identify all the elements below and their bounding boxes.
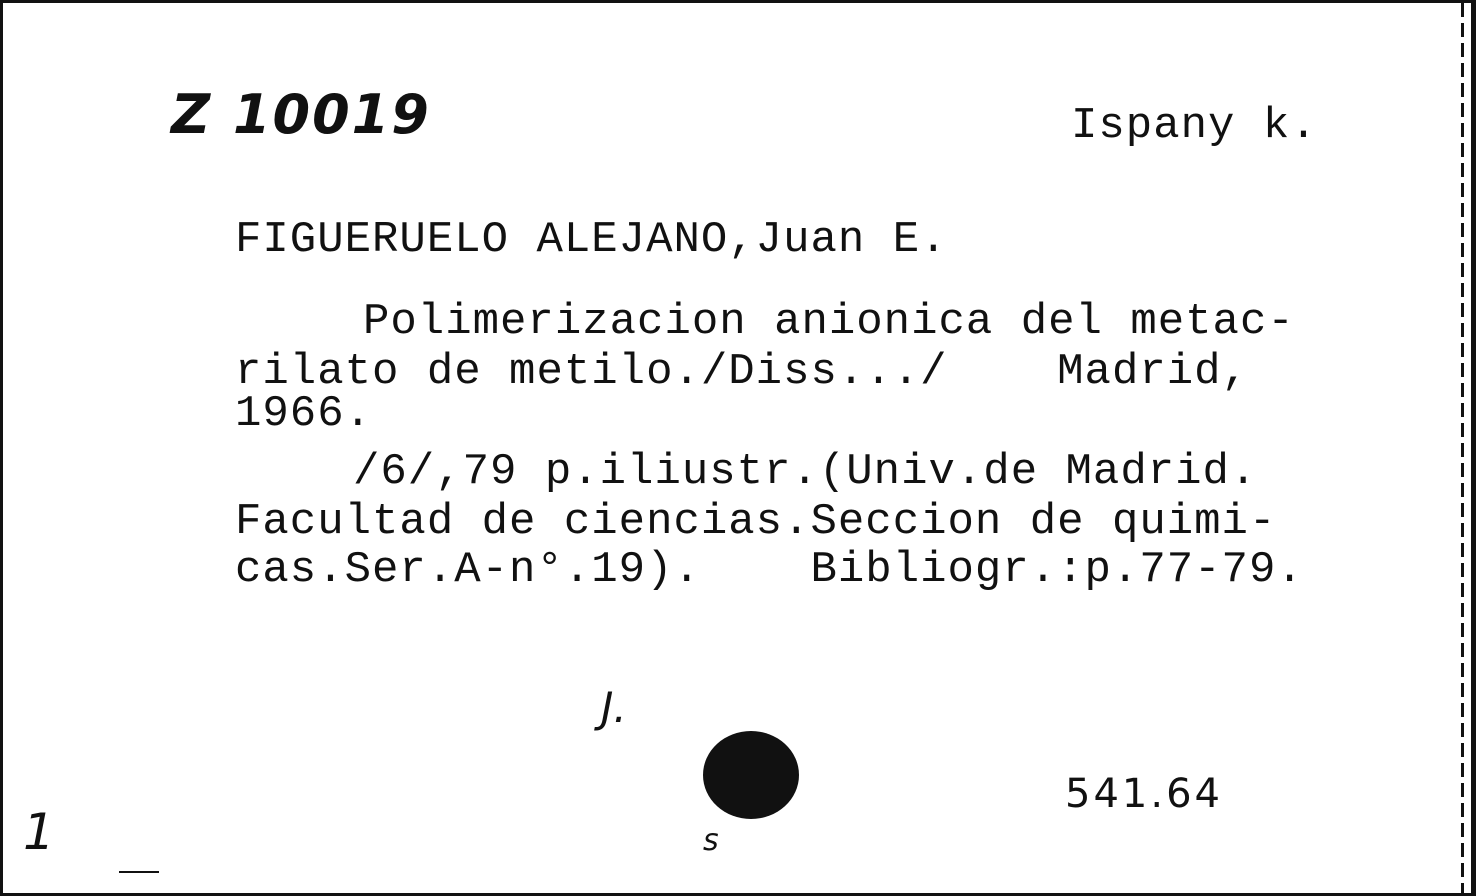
punch-hole [703, 731, 799, 819]
classification-number: 541.64 [1065, 771, 1223, 817]
description-line-3: 1966. [235, 389, 373, 439]
side-number: 1 [23, 803, 55, 861]
author-heading: FIGUERUELO ALEJANO,Juan E. [235, 215, 948, 265]
description-line-6: cas.Ser.A-n°.19). Bibliogr.:p.77-79. [235, 545, 1304, 595]
cataloger-initial: J. [601, 683, 627, 732]
call-number: Z 10019 [171, 83, 431, 146]
language-note: Ispany k. [1071, 101, 1318, 151]
description-line-2: rilato de metilo./Diss.../ Madrid, [235, 347, 1249, 397]
description-line-1: Polimerizacion anionica del metac- [363, 297, 1295, 347]
card-right-edge [1461, 3, 1464, 893]
description-line-5: Facultad de ciencias.Seccion de quimi- [235, 497, 1277, 547]
description-line-4: /6/,79 p.iliustr.(Univ.de Madrid. [353, 447, 1258, 497]
small-mark: s [703, 823, 719, 858]
underline-mark [119, 871, 159, 873]
